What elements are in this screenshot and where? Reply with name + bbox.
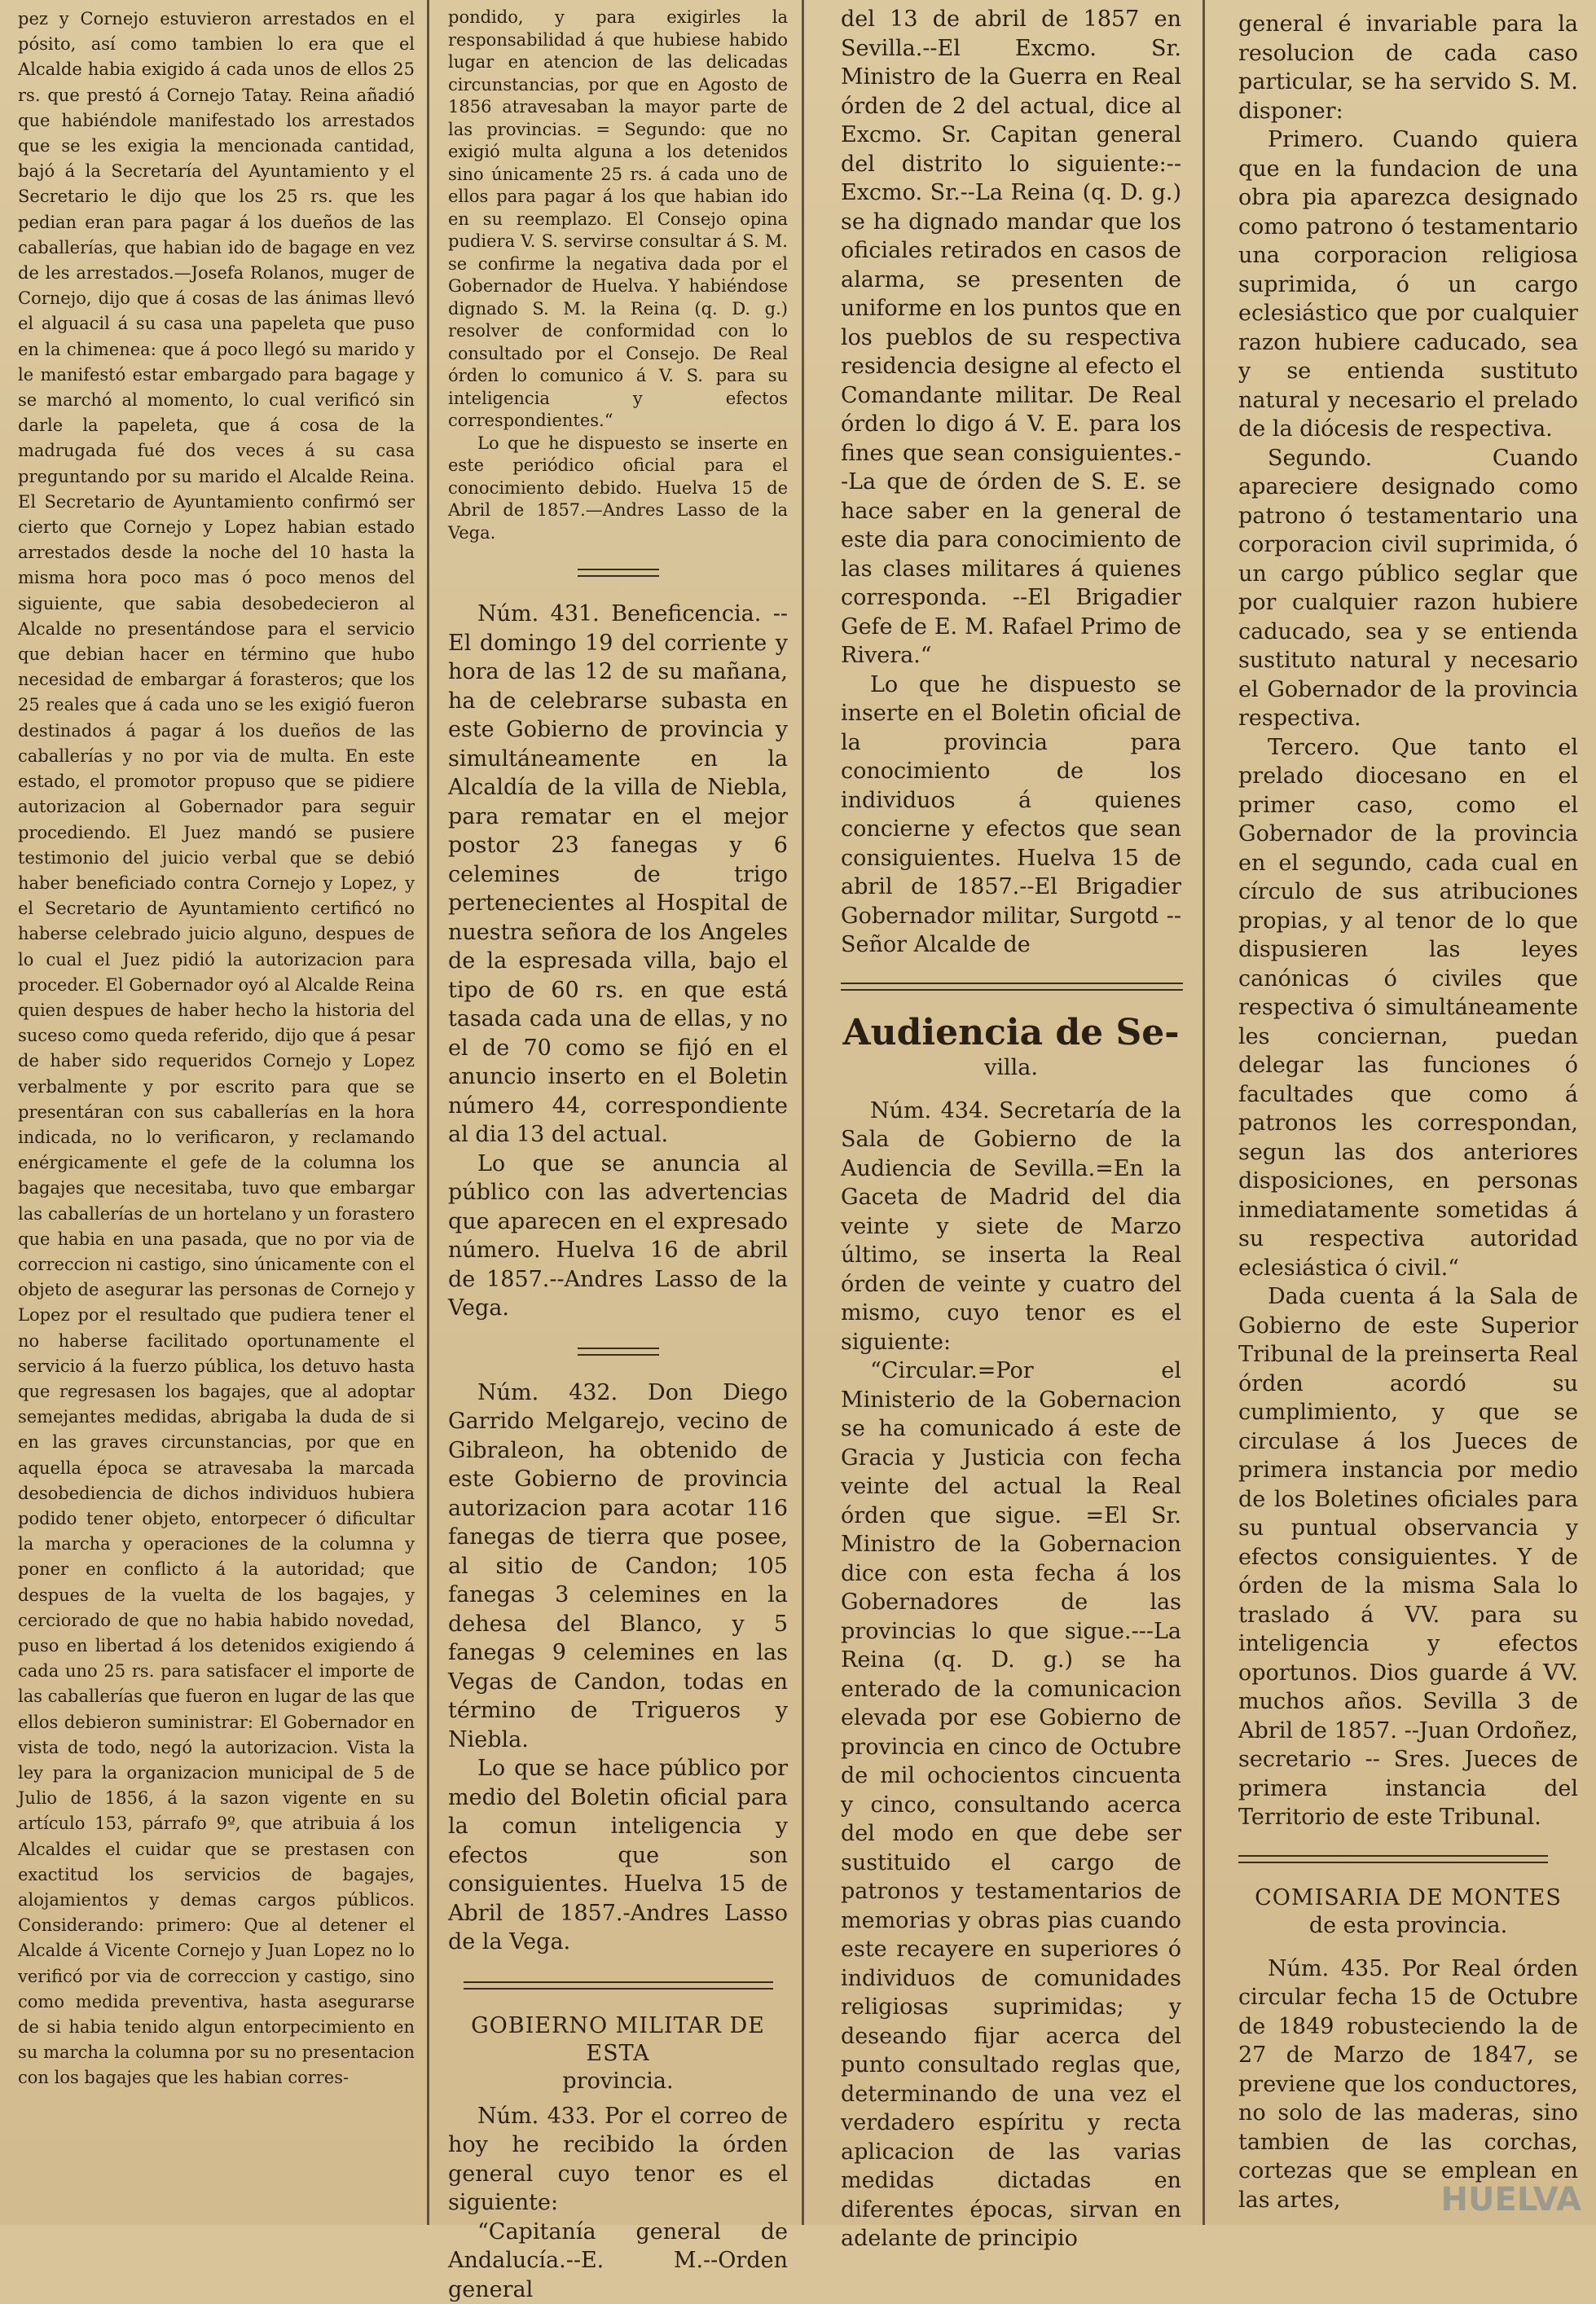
heading-audiencia: Audiencia de Se- (841, 1012, 1181, 1054)
column-3 (823, 0, 1189, 2225)
column-2 (433, 0, 796, 2225)
heading-comisaria-montes: COMISARIA DE MONTES (1238, 1884, 1578, 1912)
column-divider (802, 0, 804, 2225)
item-432: Núm. 432. Don Diego Garrido Melgarejo, vecino de Gibraleon, ha obtenido de este Gobierno de provincia autorizacion para acotar 116 fanegas de tierra que posee, al sitio de Candon; 105 fanegas 3 celemines en la dehesa del Blanco, y 5 fanegas 9 celemines en las Vegas de Candon, todas en término de Trigueros y Niebla. (448, 1378, 788, 1755)
heading-gobierno-militar-sub: provincia. (448, 2068, 788, 2095)
heading-comisaria-montes-sub: de esta provincia. (1238, 1912, 1578, 1940)
section-divider (464, 1981, 773, 1990)
column-divider (1202, 0, 1205, 2225)
column-4-continuation: general é invariable para la resolucion de cada caso particular, se ha servido S. M. disponer: (1238, 10, 1578, 125)
item-433: Núm. 433. Por el correo de hoy he recibido la órden general cuyo tenor es el siguiente: (448, 2102, 788, 2218)
section-divider (578, 569, 659, 577)
item-431: Núm. 431. Beneficencia. --El domingo 19 del corriente y hora de las 12 de su mañana, ha de celebrarse subasta en este Gobierno de provincia y simultáneamente en la Alcaldía de la villa de Niebla, para rematar en el mejor postor 23 fanegas y 6 celemines de trigo pertenecientes al Hospital de nuestra señora de los Angeles de la espresada villa, bajo el tipo de 60 rs. en que está tasada cada una de ellas, y no el de 70 como se fijó en el anuncio inserto en el Boletin número 44, correspondiente al dia 13 del actual. (448, 600, 788, 1150)
item-432-notice: Lo que se hace público por medio del Boletin oficial para la comun inteligencia y efectos que son consiguientes. Huelva 15 de Abril de 1857.-Andres Lasso de la Vega. (448, 1754, 788, 1957)
item-433-order: “Capitanía general de Andalucía.--E. M.--Orden general (448, 2218, 788, 2304)
section-divider (1238, 1855, 1548, 1863)
item-434: Núm. 434. Secretaría de la Sala de Gobierno de la Audiencia de Sevilla.=En la Gaceta de Madrid del dia veinte y siete de Marzo último, se inserta la Real órden de veinte y cuatro del mismo, cuyo tenor es el siguiente: (841, 1097, 1181, 1357)
column-2-continuation: pondido, y para exigirles la responsabilidad á que hubiese habido lugar en atencion de las delicadas circunstancias, por que en Agosto de 1856 atravesaban la mayor parte de las provincias. = Segundo: que no exigió multa alguna a los detenidos sino únicamente 25 rs. á cada uno de ellos para pagar á los que habian ido en su reemplazo. El Consejo opina pudiera V. S. servirse consultar á S. M. se confirme la negativa dada por el Gobernador de Huelva. Y habiéndose dignado S. M. la Reina (q. D. g.) resolver de conformidad con lo consultado por el Consejo. De Real órden lo comunico á V. S. para su inteligencia y efectos correspondientes.“ (448, 7, 788, 433)
provision-primero: Primero. Cuando quiera que en la fundacion de una obra pia aparezca designado como patrono ó testamentario una corporacion religiosa suprimida, ó un cargo eclesiástico que por cualquier razon hubiere caducado, sea y se entienda sustituto natural y necesario el prelado de la diócesis de respectiva. (1238, 125, 1578, 444)
column-3-continuation: del 13 de abril de 1857 en Sevilla.--El Excmo. Sr. Ministro de la Guerra en Real órden de 2 del actual, dice al Excmo. Sr. Capitan general del distrito lo siguiente:--Excmo. Sr.--La Reina (q. D. g.) se ha dignado mandar que los oficiales retirados en casos de alarma, se presenten de uniforme en los puntos que en los pueblos de su respectiva residencia designe al efecto el Comandante militar. De Real órden lo digo á V. E. para los fines que sean consiguientes.--La que de órden de S. E. se hace saber en la general de este dia para conocimiento de las clases militares á quienes corresponda. --El Brigadier Gefe de E. M. Rafael Primo de Rivera.“ (841, 5, 1181, 671)
archive-watermark: HUELVA (1441, 2181, 1581, 2218)
column-1-text: pez y Cornejo estuvieron arrestados en el pósito, así como tambien lo era que el Alcalde habia exigido á cada unos de ellos 25 rs. que prestó á Cornejo Tatay. Reina añadió que habiéndole manifestado los arrestados que se les exigia la mencionada cantidad, bajó á la Secretaría del Ayuntamiento y el Secretario le dijo que los 25 rs. que les pedian eran para pagar á los dueños de las caballerías, que habian ido de bagage en vez de les arrestados.—Josefa Rolanos, muger de Cornejo, dijo que á cosas de las ánimas llevó el alguacil á su casa una papeleta que puso en la chimenea: que á poco llegó su marido y le manifestó estar embargado para bagage y se marchó al momento, lo cual verificó sin darle la papeleta, que á cosa de la madrugada fué dos veces á su casa preguntando por su marido el Alcalde Reina. El Secretario de Ayuntamiento confirmó ser cierto que Cornejo y Lopez habian estado arrestados desde la noche del 10 hasta la misma hora poco mas ó poco menos del siguiente, que sabia desobedecieron al Alcalde no presentándose para el servicio que debian hacer en término que hubo necesidad de embargar á forasteros; que los 25 reales que á cada uno se les exigió fueron destinados á pagar á los dueños de las caballerías y no por via de multa. En este estado, el promotor propuso que se pidiere autorizacion al Gobernador para seguir procediendo. El Juez mandó se pusiere testimonio del juicio verbal que se debió haber beneficiado contra Cornejo y Lopez, y el Secretario de Ayuntamiento certificó no haberse celebrado juicio alguno, despues de lo cual el Juez pidió la autorizacion para proceder. El Gobernador oyó al Alcalde Reina quien despues de haber hecho la historia del suceso como queda referido, dijo que á pesar de haber sido requeridos Cornejo y Lopez verbalmente y por escrito para que se presentáran con sus caballerías en la hora indicada, no lo verificaron, y reclamando enérgicamente el gefe de la columna los bagajes que necesitaba, tuvo que embargar las caballerías de un hortelano y un forastero que habia en una pasada, que no por via de correccion ni castigo, sino únicamente con el objeto de asegurar las personas de Cornejo y Lopez por el resultado que pudiera tener el no haberse facilitado oportunamente el servicio á la fuerzo pública, los detuvo hasta que regresasen los bagajes, que al adoptar semejantes medidas, abrigaba la duda de si en las graves circunstancias, por que en aquella época se atravesaba la marcada desobediencia de dichos individuos hubiera podido tener objeto, entorpecer ó dificultar la marcha y operaciones de la columna y poner en conflicto á la autoridad; que despues de la vuelta de los bagajes, y cerciorado de que no habia habido novedad, puso en libertad á los detenidos exigiendo á cada uno 25 rs. para satisfacer el importe de las caballerías que fueron en lugar de las que ellos debieron suministrar: El Gobernador en vista de todo, negó la autorizacion. Vista la ley para la organizacion municipal de 5 de Julio de 1856, á la sazon vigente en su artículo 153, párrafo 9º, que atribuia á los Alcaldes el cuidar que se prestasen con exactitud los servicios de bagajes, alojamientos y demas cargos públicos. Considerando: primero: Que al detener el Alcalde á Vicente Cornejo y Juan Lopez no lo verificó por via de correccion y castigo, sino como medida preventiva, hasta asegurarse de si habia tenido algun entorpecimiento en su marcha la columna por su no presentacion con los bagajes que les habian corres- (18, 7, 415, 2091)
item-435: Núm. 435. Por Real órden circular fecha 15 de Octubre de 1849 robusteciendo la de 27 de Marzo de 1847, se previene que los conductores, no solo de las maderas, sino tambien de las corchas, cortezas que se emplean en las artes, (1238, 1954, 1578, 2215)
item-431-notice: Lo que se anuncia al público con las advertencias que aparecen en el expresado número. Huelva 16 de abril de 1857.--Andres Lasso de la Vega. (448, 1150, 788, 1323)
heading-audiencia-sub: villa. (841, 1054, 1181, 1082)
column-4 (1222, 0, 1596, 2225)
section-divider (841, 983, 1183, 991)
heading-gobierno-militar: GOBIERNO MILITAR DE ESTA (448, 2012, 788, 2068)
provision-tercero: Tercero. Que tanto el prelado diocesano en el primer caso, como el Gobernador de la provincia en el segundo, cada cual en círculo de sus atribuciones propias, y al tenor de lo que dispusieren las leyes canónicas ó civiles que respectiva ó simultáneamente les conciernan, puedan delegar las funciones ó facultades que como á patronos les correspondan, segun las dos anteriores disposiciones, en personas inmediatamente sometidas á su respectiva autoridad eclesiástica ó civil.“ (1238, 733, 1578, 1283)
provision-dada-cuenta: Dada cuenta á la Sala de Gobierno de este Superior Tribunal de la preinserta Real órden acordó su cumplimiento, y que se circulase á los Jueces de primera instancia por medio de los Boletines oficiales para su puntual observancia y efectos consiguientes. Y de órden de la misma Sala lo traslado á VV. para su inteligencia y efectos oportunos. Dios guarde á VV. muchos años. Sevilla 3 de Abril de 1857. --Juan Ordoñez, secretario -- Sres. Jueces de primera instancia del Territorio de este Tribunal. (1238, 1282, 1578, 1832)
section-divider (578, 1348, 659, 1356)
item-434-circular: “Circular.=Por el Ministerio de la Gobernacion se ha comunicado á este de Gracia y Justicia con fecha veinte del actual la Real órden que sigue. =El Sr. Ministro de la Gobernacion dice con esta fecha á los Gobernadores de las provincias lo que sigue.---La Reina (q. D. g.) se ha enterado de la comunicacion elevada por ese Gobierno de provincia en cinco de Octubre de mil ochocientos cincuenta y cinco, consultando acerca del modo en que debe ser sustituido el cargo de patronos y testamentarios de memorias y obras pias cuando este recayere en superiores ó individuos de comunidades religiosas suprimidas; y deseando fijar acerca del punto consultado reglas que, determinando de una vez el verdadero espíritu y recta aplicacion de las varias medidas dictadas en diferentes épocas, sirvan en adelante de principio (841, 1356, 1181, 2253)
column-3-notice: Lo que he dispuesto se inserte en el Boletin oficial de la provincia para conocimiento de los individuos á quienes concierne y efectos que sean consiguientes. Huelva 15 de abril de 1857.--El Brigadier Gobernador militar, Surgotd --Señor Alcalde de (841, 671, 1181, 960)
column-1 (0, 0, 428, 2225)
column-2-notice-end: Lo que he dispuesto se inserte en este periódico oficial para el conocimiento debido. Huelva 15 de Abril de 1857.—Andres Lasso de la Vega. (448, 433, 788, 545)
provision-segundo: Segundo. Cuando apareciere designado como patrono ó testamentario una corporacion civil suprimida, ó un cargo público seglar que por cualquier razon hubiere caducado, sea y se entienda sustituto natural y necesario el Gobernador de la provincia respectiva. (1238, 444, 1578, 733)
